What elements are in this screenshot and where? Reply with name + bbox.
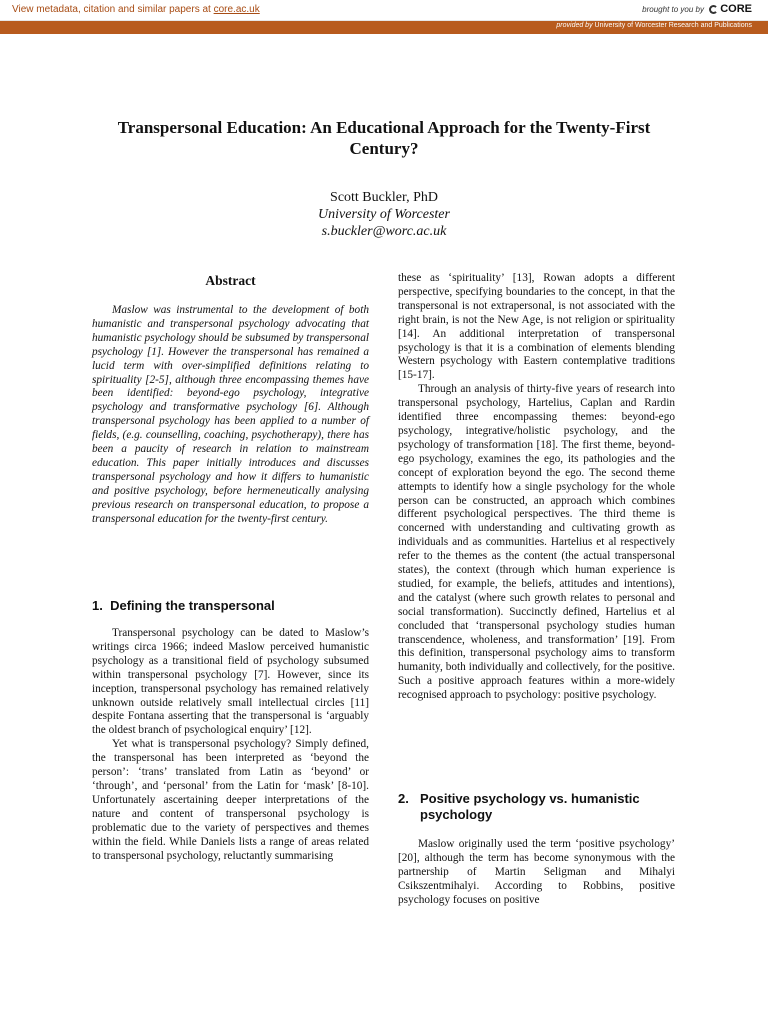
- section-2-heading: [398, 791, 678, 823]
- paragraph: Transpersonal psychology can be dated to Maslow’s writings circa 1966; indeed Maslow perceived humanistic psychology as a transitional field of psychology subsumed within transpersonal psychology [7]. However, since its inception, transpersonal psychology has remained relatively unknown outside relatively small intellectual circles [11] despite Fontana asserting that the transpersonal is ‘arguably the oldest branch of psychological enquiry’ [12].: [92, 627, 369, 737]
- brought-by: brought to you by CORE: [642, 3, 752, 15]
- section-1-title: Defining the transpersonal: [110, 598, 275, 613]
- core-provider-bar: [0, 21, 768, 34]
- paragraph: Yet what is transpersonal psychology? Simply defined, the transpersonal has been interpreted as ‘beyond the person’: ‘trans’ translated from Latin as ‘beyond’ or ‘through’, and ‘personal’ from the Latin for ‘mask’ [8-10]. Unfortunately ascertaining deeper interpretations of the nature and content of transpersonal psychology is problematic due to the variety of perspectives and themes within the field. While Daniels lists a range of areas related to transpersonal psychology, reluctantly summarising: [92, 738, 369, 862]
- section-2-body: [398, 838, 675, 908]
- paragraph: these as ‘spirituality’ [13], Rowan adopts a different perspective, specifying boundaries to the concept, in that the transpersonal is not extrapersonal, is not associated with the right brain, is not the New Age, is not religion or spirituality [14]. An additional interpretation of transpersonal psychology is that it is a combination of elements blending Western psychology with Eastern contemplative traditions [15-17].: [398, 272, 675, 382]
- core-link[interactable]: core.ac.uk: [213, 4, 260, 15]
- right-column-body: [398, 272, 675, 703]
- paragraph: Maslow originally used the term ‘positive psychology’ [20], although the term has become synonymous with the partnership of Martin Seligman and Mihalyi Csikszentmihalyi. According to Robbins, positive psychology focuses on positive: [398, 838, 675, 906]
- author-affiliation: University of Worcester: [318, 207, 450, 222]
- section-2-title-line-1: Positive psychology vs. humanistic: [420, 791, 640, 806]
- section-1-heading: [92, 598, 275, 614]
- section-2-title-line-2: psychology: [420, 807, 493, 822]
- metadata-notice: View metadata, citation and similar papers at core.ac.uk: [12, 4, 260, 15]
- core-banner: [0, 0, 768, 21]
- paragraph: Through an analysis of thirty-five years of research into transpersonal psychology, Hartelius, Caplan and Rardin identified three encompassing themes: beyond-ego psychology, integrative/holistic psychology, and the psychology of transformation [18]. The first theme, beyond-ego psychology, examines the ego, its pathologies and the concept of exploration beyond the ego. The second theme attempts to identify how a single psychology for the whole person can be constructed, an approach which combines different psychological perspectives. The third theme is concerned with understanding and cultivating growth as individuals and as communities. Hartelius et al respectively refer to the themes as the content (the actual transpersonal states), the context (through which human experience is studied, for example, the beliefs, attitudes and intentions), and the catalyst (where such growth relates to personal and social transformation). Succinctly defined, Hartelius et al concluded that ‘transpersonal psychology studies human transcendence, wholeness, and transformation’ [19]. From this definition, transpersonal psychology aims to transform humanity, both individually and collectively, for the positive. Such a positive approach features within a more-widely recognised approach to psychology: positive psychology.: [398, 383, 675, 702]
- core-logo[interactable]: CORE: [709, 3, 752, 15]
- title-line-1: Transpersonal Education: An Educational Approach for the Twenty-First: [117, 118, 651, 137]
- author-name: Scott Buckler, PhD: [330, 190, 438, 205]
- abstract-text: Maslow was instrumental to the development of both humanistic and transpersonal psychology advocating that humanistic psychology should be subsumed by transpersonal psychology [1]. However the transpersonal has remained a lucid term with over-simplified definitions relating to spirituality [2-5], although three encompassing themes have been identified: beyond-ego psychology, integrative psychology and transformative psychology [6]. Although transpersonal psychology has been applied to a number of fields, (e.g. counselling, coaching, psychotherapy), there has been a paucity of research in relation to mainstream education. This paper initially introduces and discusses transpersonal psychology and how it differs to humanistic and positive psychology, before hermeneutically analysing previous research on transpersonal education, to propose a transpersonal education for the twenty-first century.: [92, 304, 369, 525]
- section-1-body: [92, 627, 369, 863]
- abstract-body: [92, 304, 369, 527]
- title-line-2: Century?: [349, 139, 419, 158]
- core-logo-icon: [709, 5, 718, 14]
- paper-title: [40, 117, 728, 159]
- author-email: s.buckler@worc.ac.uk: [321, 224, 447, 239]
- section-1-number: 1.: [92, 598, 103, 613]
- section-2-number: 2.: [398, 791, 409, 806]
- provider-text[interactable]: provided by University of Worcester Research and Publications: [556, 22, 752, 29]
- abstract-heading: Abstract: [205, 273, 256, 288]
